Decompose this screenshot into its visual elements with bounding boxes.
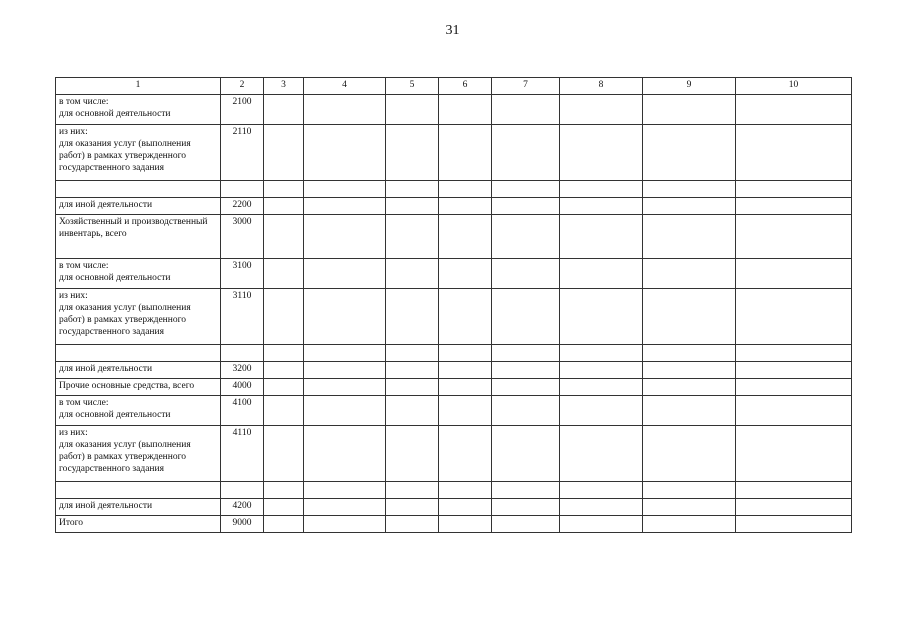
empty-cell <box>386 426 439 482</box>
empty-cell <box>304 499 386 516</box>
empty-cell <box>304 345 386 362</box>
empty-cell <box>643 396 736 426</box>
empty-cell <box>560 499 643 516</box>
empty-cell <box>264 362 304 379</box>
table-row <box>56 499 852 516</box>
empty-cell <box>643 125 736 181</box>
empty-cell <box>439 181 492 198</box>
row-code <box>221 181 264 198</box>
empty-cell <box>386 379 439 396</box>
empty-cell <box>736 362 852 379</box>
row-code <box>221 345 264 362</box>
row-code <box>221 482 264 499</box>
row-label: из них: для оказания услуг (выполнения работ) в рамках утвержденного государственного задания <box>56 426 221 482</box>
empty-cell <box>304 125 386 181</box>
empty-cell <box>736 125 852 181</box>
empty-cell <box>264 125 304 181</box>
empty-cell <box>264 181 304 198</box>
row-label: в том числе: для основной деятельности <box>56 396 221 426</box>
row-code: 3110 <box>221 289 264 345</box>
empty-cell <box>560 396 643 426</box>
row-label: Хозяйственный и производственный инвентарь, всего <box>56 215 221 259</box>
row-label: для иной деятельности <box>56 198 221 215</box>
empty-cell <box>560 345 643 362</box>
empty-cell <box>736 345 852 362</box>
column-header-row <box>56 78 852 95</box>
row-label: из них: для оказания услуг (выполнения работ) в рамках утвержденного государственного задания <box>56 125 221 181</box>
empty-cell <box>386 181 439 198</box>
row-label <box>56 345 221 362</box>
empty-cell <box>492 482 560 499</box>
empty-cell <box>304 259 386 289</box>
empty-cell <box>492 499 560 516</box>
empty-cell <box>386 289 439 345</box>
empty-cell <box>492 95 560 125</box>
empty-cell <box>492 259 560 289</box>
empty-cell <box>264 215 304 259</box>
row-label <box>56 181 221 198</box>
table-row <box>56 289 852 345</box>
empty-cell <box>643 259 736 289</box>
empty-cell <box>264 345 304 362</box>
empty-cell <box>386 362 439 379</box>
empty-cell <box>304 516 386 533</box>
empty-cell <box>492 125 560 181</box>
row-label: Итого <box>56 516 221 533</box>
column-header: 6 <box>439 78 492 95</box>
row-code: 4000 <box>221 379 264 396</box>
empty-cell <box>492 345 560 362</box>
row-label <box>56 482 221 499</box>
row-code: 4100 <box>221 396 264 426</box>
page-number: 31 <box>445 23 460 38</box>
empty-cell <box>736 181 852 198</box>
column-header: 8 <box>560 78 643 95</box>
empty-cell <box>439 198 492 215</box>
row-label: в том числе: для основной деятельности <box>56 259 221 289</box>
column-header: 3 <box>264 78 304 95</box>
row-label: для иной деятельности <box>56 499 221 516</box>
empty-cell <box>643 95 736 125</box>
empty-cell <box>643 426 736 482</box>
empty-cell <box>304 396 386 426</box>
column-header: 9 <box>643 78 736 95</box>
empty-cell <box>492 198 560 215</box>
empty-cell <box>439 379 492 396</box>
empty-cell <box>560 482 643 499</box>
row-label: Прочие основные средства, всего <box>56 379 221 396</box>
table-row <box>56 215 852 259</box>
row-code: 2200 <box>221 198 264 215</box>
empty-cell <box>643 482 736 499</box>
empty-cell <box>560 215 643 259</box>
empty-cell <box>264 379 304 396</box>
empty-cell <box>386 95 439 125</box>
empty-cell <box>560 426 643 482</box>
empty-cell <box>643 516 736 533</box>
empty-cell <box>492 362 560 379</box>
empty-cell <box>736 198 852 215</box>
empty-cell <box>492 516 560 533</box>
table-row <box>56 181 852 198</box>
empty-cell <box>264 499 304 516</box>
empty-cell <box>304 482 386 499</box>
row-code: 3000 <box>221 215 264 259</box>
empty-cell <box>492 181 560 198</box>
empty-cell <box>492 289 560 345</box>
empty-cell <box>264 198 304 215</box>
table-row <box>56 396 852 426</box>
empty-cell <box>492 396 560 426</box>
table-row <box>56 379 852 396</box>
empty-cell <box>560 362 643 379</box>
empty-cell <box>560 95 643 125</box>
empty-cell <box>439 426 492 482</box>
column-header: 4 <box>304 78 386 95</box>
row-code: 2100 <box>221 95 264 125</box>
empty-cell <box>736 259 852 289</box>
empty-cell <box>439 345 492 362</box>
empty-cell <box>736 379 852 396</box>
empty-cell <box>304 95 386 125</box>
empty-cell <box>439 259 492 289</box>
empty-cell <box>560 125 643 181</box>
empty-cell <box>736 516 852 533</box>
empty-cell <box>304 289 386 345</box>
empty-cell <box>492 426 560 482</box>
column-header: 1 <box>56 78 221 95</box>
empty-cell <box>304 362 386 379</box>
empty-cell <box>386 499 439 516</box>
empty-cell <box>736 215 852 259</box>
empty-cell <box>560 181 643 198</box>
empty-cell <box>304 181 386 198</box>
empty-cell <box>643 379 736 396</box>
row-code: 9000 <box>221 516 264 533</box>
table-row <box>56 198 852 215</box>
empty-cell <box>560 198 643 215</box>
row-code: 4200 <box>221 499 264 516</box>
empty-cell <box>560 379 643 396</box>
empty-cell <box>439 516 492 533</box>
empty-cell <box>736 482 852 499</box>
empty-cell <box>264 289 304 345</box>
empty-cell <box>439 289 492 345</box>
empty-cell <box>643 499 736 516</box>
empty-cell <box>386 516 439 533</box>
empty-cell <box>736 289 852 345</box>
empty-cell <box>439 396 492 426</box>
empty-cell <box>643 345 736 362</box>
column-header: 2 <box>221 78 264 95</box>
empty-cell <box>386 396 439 426</box>
row-code: 2110 <box>221 125 264 181</box>
empty-cell <box>386 215 439 259</box>
empty-cell <box>439 362 492 379</box>
empty-cell <box>386 125 439 181</box>
column-header: 7 <box>492 78 560 95</box>
empty-cell <box>439 499 492 516</box>
empty-cell <box>560 259 643 289</box>
empty-cell <box>386 198 439 215</box>
empty-cell <box>643 289 736 345</box>
empty-cell <box>439 215 492 259</box>
table-row <box>56 95 852 125</box>
empty-cell <box>264 426 304 482</box>
empty-cell <box>304 198 386 215</box>
row-code: 3100 <box>221 259 264 289</box>
row-code: 3200 <box>221 362 264 379</box>
empty-cell <box>264 516 304 533</box>
empty-cell <box>304 215 386 259</box>
empty-cell <box>643 362 736 379</box>
table-row <box>56 125 852 181</box>
empty-cell <box>560 289 643 345</box>
empty-cell <box>386 482 439 499</box>
empty-cell <box>264 396 304 426</box>
row-label: в том числе: для основной деятельности <box>56 95 221 125</box>
empty-cell <box>643 215 736 259</box>
empty-cell <box>736 426 852 482</box>
table-row <box>56 362 852 379</box>
empty-cell <box>439 125 492 181</box>
row-code: 4110 <box>221 426 264 482</box>
row-label: для иной деятельности <box>56 362 221 379</box>
table-row <box>56 482 852 499</box>
empty-cell <box>264 95 304 125</box>
column-header: 5 <box>386 78 439 95</box>
empty-cell <box>736 396 852 426</box>
table-row <box>56 345 852 362</box>
empty-cell <box>304 379 386 396</box>
empty-cell <box>264 482 304 499</box>
empty-cell <box>439 95 492 125</box>
empty-cell <box>264 259 304 289</box>
column-header: 10 <box>736 78 852 95</box>
empty-cell <box>492 379 560 396</box>
row-label: из них: для оказания услуг (выполнения работ) в рамках утвержденного государственного задания <box>56 289 221 345</box>
empty-cell <box>439 482 492 499</box>
empty-cell <box>492 215 560 259</box>
empty-cell <box>643 198 736 215</box>
empty-cell <box>736 95 852 125</box>
empty-cell <box>386 345 439 362</box>
empty-cell <box>736 499 852 516</box>
empty-cell <box>560 516 643 533</box>
form-table <box>55 77 852 533</box>
empty-cell <box>304 426 386 482</box>
table-row <box>56 516 852 533</box>
empty-cell <box>386 259 439 289</box>
table-row <box>56 426 852 482</box>
empty-cell <box>643 181 736 198</box>
table-row <box>56 259 852 289</box>
